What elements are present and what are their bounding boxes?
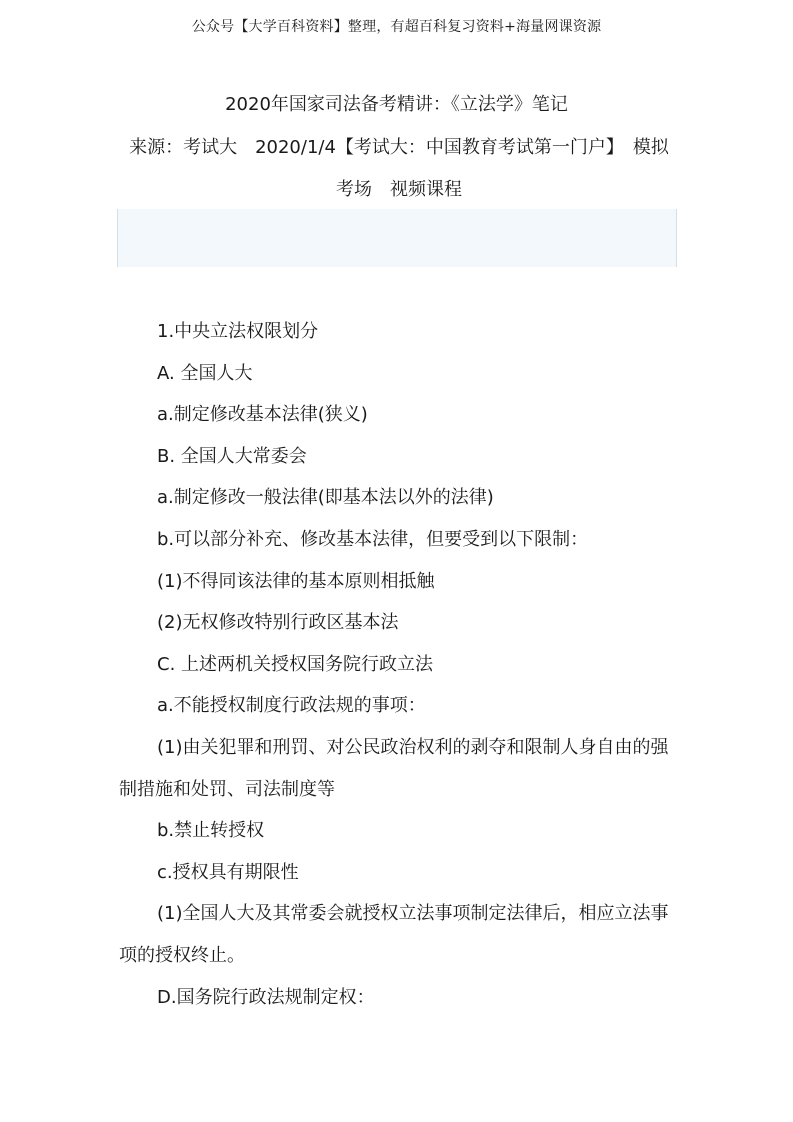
source-line-1: 来源：考试大 2020/1/4【考试大：中国教育考试第一门户】 模拟 xyxy=(129,137,669,158)
paragraph: b.可以部分补充、修改基本法律，但要受到以下限制： xyxy=(157,528,589,550)
paragraph: (1)由关犯罪和刑罚、对公民政治权利的剥夺和限制人身自由的强制措施和处罚、司法制度等 xyxy=(119,736,669,800)
paragraph: (2)无权修改特别行政区基本法 xyxy=(157,612,399,634)
paragraph: a.制定修改一般法律(即基本法以外的法律) xyxy=(157,487,494,509)
document-title: 2020年国家司法备考精讲：《立法学》笔记 xyxy=(225,94,568,115)
paragraph: (1)全国人大及其常委会就授权立法事项制定法律后，相应立法事项的授权终止。 xyxy=(119,903,669,966)
paragraph: A. 全国人大 xyxy=(157,362,253,384)
paragraph: 1.中央立法权限划分 xyxy=(157,321,319,342)
paragraph: a.不能授权制度行政法规的事项： xyxy=(157,695,426,717)
paragraph: a.制定修改基本法律(狭义) xyxy=(157,404,368,426)
paragraph: D.国务院行政法规制定权： xyxy=(157,986,375,1008)
document-body xyxy=(119,311,675,1018)
paragraph: (1)不得同该法律的基本原则相抵触 xyxy=(157,570,435,592)
source-line xyxy=(119,127,679,211)
paragraph: B. 全国人大常委会 xyxy=(157,445,307,467)
page-header-watermark: 公众号【大学百科资料】整理，有超百科复习资料+海量网课资源 xyxy=(191,19,602,35)
paragraph: c.授权具有期限性 xyxy=(157,861,299,883)
empty-content-box xyxy=(117,209,677,267)
paragraph: C. 上述两机关授权国务院行政立法 xyxy=(157,653,434,675)
source-line-2: 考场 视频课程 xyxy=(336,179,462,200)
paragraph: b.禁止转授权 xyxy=(157,820,265,842)
